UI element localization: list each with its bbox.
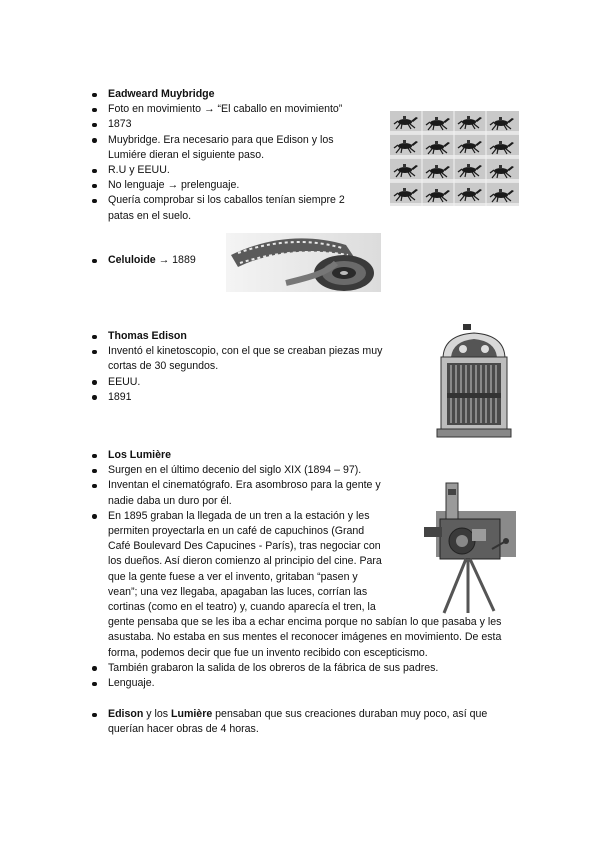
edison-heading: Thomas Edison — [108, 330, 187, 342]
film-strip-photo — [226, 233, 381, 292]
edison-item: 1891 — [108, 390, 132, 403]
edison-section — [0, 329, 382, 405]
final-text: pensaban que sus creaciones duraban muy poco, así que — [212, 708, 488, 720]
lumiere-item-cont: forma, podemos decir que fue un invento recibido con escepticismo. — [108, 646, 428, 659]
list-item — [0, 448, 501, 463]
edison-item: EEUU. — [108, 375, 141, 388]
lumiere-item: También grabaron la salida de los obreros de la fábrica de sus padres. — [108, 661, 439, 674]
list-item — [0, 676, 501, 691]
muybridge-item-cont: patas en el suelo. — [108, 209, 192, 222]
muybridge-item-cont: Lumiére dieran el siguiente paso. — [108, 148, 265, 161]
lumiere-item-cont: nadie daba un duro por él. — [108, 494, 232, 507]
list-item — [0, 375, 382, 390]
edison-name: Edison — [108, 708, 144, 720]
kinetoscope-photo — [433, 323, 515, 441]
list-item — [0, 329, 382, 344]
list-item — [0, 390, 382, 405]
list-item — [0, 344, 382, 374]
conjunction-text: y los — [143, 708, 171, 720]
muybridge-item: Quería comprobar si los caballos tenían siempre 2 — [108, 194, 345, 207]
cinematograph-photo — [422, 481, 520, 615]
celuloide-section — [0, 253, 196, 268]
list-item — [0, 463, 501, 478]
lumiere-heading: Los Lumière — [108, 449, 171, 461]
list-item — [0, 117, 345, 132]
lumiere-item: En 1895 graban la llegada de un tren a la estación y les — [108, 509, 370, 522]
lumiere-item-cont: Café Boulevard Des Capucines - París), tras negociar con — [108, 540, 381, 553]
lumiere-item-cont: asustaba. No estaba en sus mentes el reconocer imágenes en movimiento. De esta — [108, 631, 502, 644]
muybridge-heading: Eadweard Muybridge — [108, 88, 215, 100]
lumiere-name: Lumière — [171, 708, 213, 720]
lumiere-item: Lenguaje. — [108, 677, 155, 690]
lumiere-item-cont: permiten proyectarla en un café de capuchinos (Grand — [108, 525, 365, 538]
celuloide-date: → 1889 — [155, 254, 196, 266]
list-item — [0, 193, 345, 223]
muybridge-item: Muybridge. Era necesario para que Edison y los — [108, 133, 334, 146]
lumiere-item: Surgen en el último decenio del siglo XIX (1894 – 97). — [108, 464, 362, 477]
muybridge-item: Foto en movimiento → “El caballo en movimiento” — [108, 103, 343, 116]
muybridge-item: No lenguaje → prelenguaje. — [108, 179, 240, 192]
list-item — [0, 661, 501, 676]
muybridge-section — [0, 87, 345, 224]
edison-item-cont: cortas de 30 segundos. — [108, 360, 219, 373]
muybridge-item: 1873 — [108, 118, 132, 131]
edison-item: Inventó el kinetoscopio, con el que se creaban piezas muy — [108, 345, 383, 358]
list-item — [0, 87, 345, 102]
lumiere-item-cont: gente pensaba que se les iba a echar encima porque no sabían lo que pasaba y les — [108, 616, 502, 629]
list-item — [0, 102, 345, 117]
lumiere-item: Inventan el cinematógrafo. Era asombroso para la gente y — [108, 479, 381, 492]
muybridge-item: R.U y EEUU. — [108, 164, 170, 177]
list-item — [0, 133, 345, 163]
final-text-cont: querían hacer obras de 4 horas. — [108, 723, 259, 736]
lumiere-item-cont: que la gente fuese a ver el invento, gritaban “pasen y — [108, 570, 358, 583]
celuloide-heading: Celuloide — [108, 254, 156, 266]
lumiere-item-cont: los dueños. Así dieron comienzo al principio del cine. Para — [108, 555, 382, 568]
lumiere-item-cont: cortinas (como en el teatro) y, cuando aparecía el tren, la — [108, 601, 376, 614]
list-item — [0, 253, 196, 268]
list-item — [0, 707, 487, 737]
list-item — [0, 178, 345, 193]
list-item — [0, 163, 345, 178]
lumiere-item-cont: vean”; una vez llegaba, apagaban las luces, corrían las — [108, 585, 368, 598]
horse-in-motion-photo — [390, 111, 519, 206]
final-section — [0, 707, 487, 737]
